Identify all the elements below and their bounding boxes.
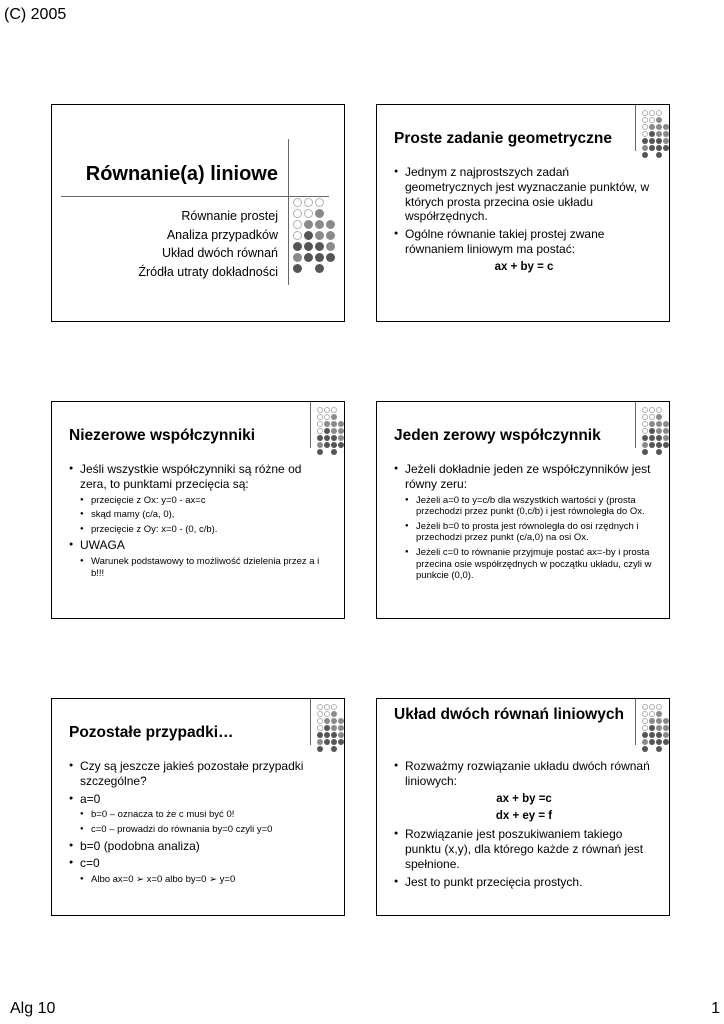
decorative-dot	[304, 253, 313, 262]
slide-uklad-rownan	[376, 698, 670, 916]
decorative-dot	[317, 711, 323, 717]
decorative-dot	[317, 428, 323, 434]
decorative-dot	[642, 746, 648, 752]
decorative-dot	[331, 739, 337, 745]
decorative-dot	[338, 421, 344, 427]
decorative-dot	[649, 718, 655, 724]
slide-heading: Pozostałe przypadki…	[69, 724, 234, 741]
decorative-dot	[293, 198, 302, 207]
decorative-dot	[326, 231, 335, 240]
decorative-dot	[649, 725, 655, 731]
decorative-dot	[293, 209, 302, 218]
decorative-dot	[324, 711, 330, 717]
decorative-dot	[317, 746, 323, 752]
bullet: ● Jest to punkt przecięcia prostych.	[394, 875, 654, 890]
decorative-dot	[656, 711, 662, 717]
divider-vertical	[288, 139, 289, 285]
sub-bullet: ● Warunek podstawowy to możliwość dzielenia przez a i b!!!	[69, 556, 329, 579]
bullet: ● Jeżeli dokładnie jeden ze współczynników jest równy zeru:	[394, 462, 654, 492]
decorative-dot	[656, 725, 662, 731]
bullet: ● Czy są jeszcze jakieś pozostałe przypadki szczególne?	[69, 759, 329, 789]
decorative-dot	[663, 435, 669, 441]
decorative-dot	[324, 718, 330, 724]
decorative-dot	[642, 421, 648, 427]
bullet: ● Jeśli wszystkie współczynniki są różne od zera, to punktami przecięcia są:	[69, 462, 329, 492]
slide-proste-zadanie	[376, 104, 670, 322]
slide-heading: Układ dwóch równań liniowych	[394, 706, 624, 723]
sub-bullet: ● przecięcie z Oy: x=0 - (0, c/b).	[69, 524, 329, 536]
decorative-dot	[293, 242, 302, 251]
decorative-dot	[338, 739, 344, 745]
decorative-dot	[331, 407, 337, 413]
decorative-dot	[642, 414, 648, 420]
decorative-dot	[317, 739, 323, 745]
decorative-dot	[317, 414, 323, 420]
decorative-dot	[293, 264, 302, 273]
decorative-dot	[324, 704, 330, 710]
decorative-dot	[649, 421, 655, 427]
decorative-dot	[649, 138, 655, 144]
decorative-dot	[315, 198, 324, 207]
decorative-dot	[642, 435, 648, 441]
bullet: ● Ogólne równanie takiej prostej zwane równaniem liniowym ma postać:	[394, 227, 654, 257]
decorative-dot	[649, 428, 655, 434]
decorative-dot	[656, 145, 662, 151]
divider-vertical	[310, 402, 311, 448]
decorative-dot	[315, 220, 324, 229]
decorative-dot	[649, 407, 655, 413]
decorative-dot	[656, 739, 662, 745]
decorative-dot	[304, 231, 313, 240]
decorative-dot	[649, 739, 655, 745]
slide-niezerowe	[51, 401, 345, 619]
decorative-dot	[642, 442, 648, 448]
decorative-dot	[656, 110, 662, 116]
decorative-dot	[338, 725, 344, 731]
divider-horizontal	[61, 196, 329, 197]
bullet: ● a=0	[69, 792, 329, 807]
decorative-dot	[338, 442, 344, 448]
decorative-dot	[649, 732, 655, 738]
decorative-dot	[315, 209, 324, 218]
slide-body	[69, 759, 329, 889]
decorative-dot	[331, 746, 337, 752]
decorative-dot	[331, 421, 337, 427]
copyright-label: (C) 2005	[4, 6, 67, 23]
decorative-dot	[331, 704, 337, 710]
slide-body	[394, 462, 654, 585]
decorative-dot	[315, 231, 324, 240]
subtitle-line: Układ dwóch równań	[161, 246, 278, 260]
decorative-dot	[642, 704, 648, 710]
decorative-dot	[649, 145, 655, 151]
decorative-dot	[338, 435, 344, 441]
subtitle-line: Równanie prostej	[181, 209, 278, 223]
decorative-dot	[642, 449, 648, 455]
decorative-dot	[331, 428, 337, 434]
decorative-dot	[649, 131, 655, 137]
decorative-dot	[642, 152, 648, 158]
divider-vertical	[635, 105, 636, 151]
decorative-dot	[642, 117, 648, 123]
decorative-dot	[649, 110, 655, 116]
decorative-dot	[331, 414, 337, 420]
footer-label: Alg 10	[10, 1000, 56, 1017]
decorative-dot	[642, 124, 648, 130]
decorative-dot	[317, 725, 323, 731]
decorative-dot	[656, 421, 662, 427]
slide-title-text: Równanie(a) liniowe	[85, 163, 278, 185]
bullet: ● c=0	[69, 856, 329, 871]
slide-title	[51, 104, 345, 322]
decorative-dot	[642, 145, 648, 151]
slide-subtitle-list	[138, 207, 278, 281]
bullet: ● Rozważmy rozwiązanie układu dwóch równań liniowych:	[394, 759, 654, 789]
decorative-dot	[317, 435, 323, 441]
sub-bullet: ● Albo ax=0 ➢ x=0 albo by=0 ➢ y=0	[69, 874, 329, 886]
decorative-dot	[649, 117, 655, 123]
decorative-dot	[317, 704, 323, 710]
sub-bullet: ● Jeżeli c=0 to równanie przyjmuje postać ax=-by i prosta przecina osie współrzędnych w początku układu, czyli w punkcie (0,0).	[394, 547, 654, 582]
decorative-dot	[642, 718, 648, 724]
sub-bullet: ● b=0 – oznacza to że c musi być 0!	[69, 809, 329, 821]
formula: ax + by = c	[494, 260, 554, 273]
decorative-dot	[656, 117, 662, 123]
decorative-dot	[338, 732, 344, 738]
decorative-dot	[326, 253, 335, 262]
sub-bullet: ● Jeżeli b=0 to prosta jest równoległa do osi rzędnych i przechodzi przez punkt (c/a,0) na osi Ox.	[394, 521, 654, 544]
decorative-dot	[293, 253, 302, 262]
decorative-dot	[293, 220, 302, 229]
decorative-dot	[656, 435, 662, 441]
decorative-dot	[663, 732, 669, 738]
decorative-dot	[324, 725, 330, 731]
bullet: ● Jednym z najprostszych zadań geometrycznych jest wyznaczanie punktów, w których prosta przecina osie układu współrzędnych.	[394, 165, 654, 224]
decorative-dot	[663, 138, 669, 144]
subtitle-line: Analiza przypadków	[166, 227, 278, 242]
decorative-dot	[663, 145, 669, 151]
decorative-dot	[315, 264, 324, 273]
slide-heading: Jeden zerowy współczynnik	[394, 427, 601, 444]
sub-bullet: ● Jeżeli a=0 to y=c/b dla wszystkich wartości y (prosta przechodzi przez punkt (0,c/b) i jest równoległa do Ox.	[394, 495, 654, 518]
decorative-dot	[304, 242, 313, 251]
decorative-dot	[656, 449, 662, 455]
decorative-dot	[663, 725, 669, 731]
divider-vertical	[310, 699, 311, 745]
decorative-dot	[642, 131, 648, 137]
decorative-dot	[324, 407, 330, 413]
decorative-dot	[324, 442, 330, 448]
decorative-dot	[656, 704, 662, 710]
decorative-dot	[326, 242, 335, 251]
decorative-dot	[656, 124, 662, 130]
decorative-dot	[324, 414, 330, 420]
decorative-dot	[663, 718, 669, 724]
slide-body	[394, 759, 654, 892]
decorative-dot	[331, 711, 337, 717]
decorative-dot	[317, 718, 323, 724]
slide-jeden-zerowy	[376, 401, 670, 619]
decorative-dot	[649, 435, 655, 441]
decorative-dot	[324, 732, 330, 738]
decorative-dot	[331, 435, 337, 441]
decorative-dot	[338, 428, 344, 434]
decorative-dot	[642, 732, 648, 738]
decorative-dot	[663, 428, 669, 434]
bullet: ● Rozwiązanie jest poszukiwaniem takiego punktu (x,y), dla którego każde z równań jest spełnione.	[394, 827, 654, 871]
decorative-dot	[642, 739, 648, 745]
decorative-dot	[663, 124, 669, 130]
decorative-dot	[649, 442, 655, 448]
subtitle-line: Źródła utraty dokładności	[138, 264, 278, 279]
page-number: 1	[711, 1000, 720, 1017]
decorative-dot	[663, 131, 669, 137]
divider-vertical	[635, 699, 636, 745]
decorative-dot	[304, 198, 313, 207]
decorative-dot	[331, 732, 337, 738]
decorative-dot	[656, 131, 662, 137]
decorative-dot	[331, 718, 337, 724]
divider-vertical	[635, 402, 636, 448]
bullet: ● b=0 (podobna analiza)	[69, 839, 329, 854]
decorative-dot	[642, 428, 648, 434]
bullet: ● UWAGA	[69, 538, 329, 553]
formula: dx + ey = f	[495, 810, 553, 823]
decorative-dot	[331, 725, 337, 731]
decorative-dot	[315, 242, 324, 251]
slide-heading: Niezerowe współczynniki	[69, 427, 256, 444]
slide-body	[394, 165, 654, 278]
decorative-dot	[315, 253, 324, 262]
decorative-dot	[317, 442, 323, 448]
decorative-dot	[317, 732, 323, 738]
decorative-dot	[649, 414, 655, 420]
decorative-dot	[656, 414, 662, 420]
slide-body	[69, 462, 329, 582]
decorative-dot	[656, 732, 662, 738]
decorative-dot	[317, 421, 323, 427]
decorative-dot	[304, 209, 313, 218]
decorative-dot	[663, 739, 669, 745]
decorative-dot	[317, 449, 323, 455]
slide-heading: Proste zadanie geometryczne	[394, 130, 612, 147]
decorative-dot	[656, 442, 662, 448]
decorative-dot	[642, 138, 648, 144]
decorative-dot	[663, 421, 669, 427]
decorative-dot	[331, 449, 337, 455]
decorative-dot	[656, 428, 662, 434]
decorative-dot	[324, 739, 330, 745]
decorative-dot	[656, 138, 662, 144]
formula: ax + by =c	[496, 792, 552, 805]
decorative-dot	[642, 725, 648, 731]
decorative-dot	[649, 124, 655, 130]
slide-pozostale	[51, 698, 345, 916]
decorative-dot	[326, 220, 335, 229]
sub-bullet: ● skąd mamy (c/a, 0),	[69, 509, 329, 521]
decorative-dot	[642, 711, 648, 717]
decorative-dot	[324, 435, 330, 441]
decorative-dot	[663, 442, 669, 448]
decorative-dot	[656, 746, 662, 752]
decorative-dot	[649, 711, 655, 717]
decorative-dot	[317, 407, 323, 413]
decorative-dot	[656, 152, 662, 158]
decorative-dot	[338, 718, 344, 724]
decorative-dot	[293, 231, 302, 240]
decorative-dot	[331, 442, 337, 448]
decorative-dot	[324, 428, 330, 434]
decorative-dot	[649, 704, 655, 710]
decorative-dot	[304, 220, 313, 229]
decorative-dot	[324, 421, 330, 427]
decorative-dot	[656, 718, 662, 724]
decorative-dot	[656, 407, 662, 413]
decorative-dot	[642, 110, 648, 116]
decorative-dot	[642, 407, 648, 413]
sub-bullet: ● przecięcie z Ox: y=0 - ax=c	[69, 495, 329, 507]
sub-bullet: ● c=0 – prowadzi do równania by=0 czyli y=0	[69, 824, 329, 836]
